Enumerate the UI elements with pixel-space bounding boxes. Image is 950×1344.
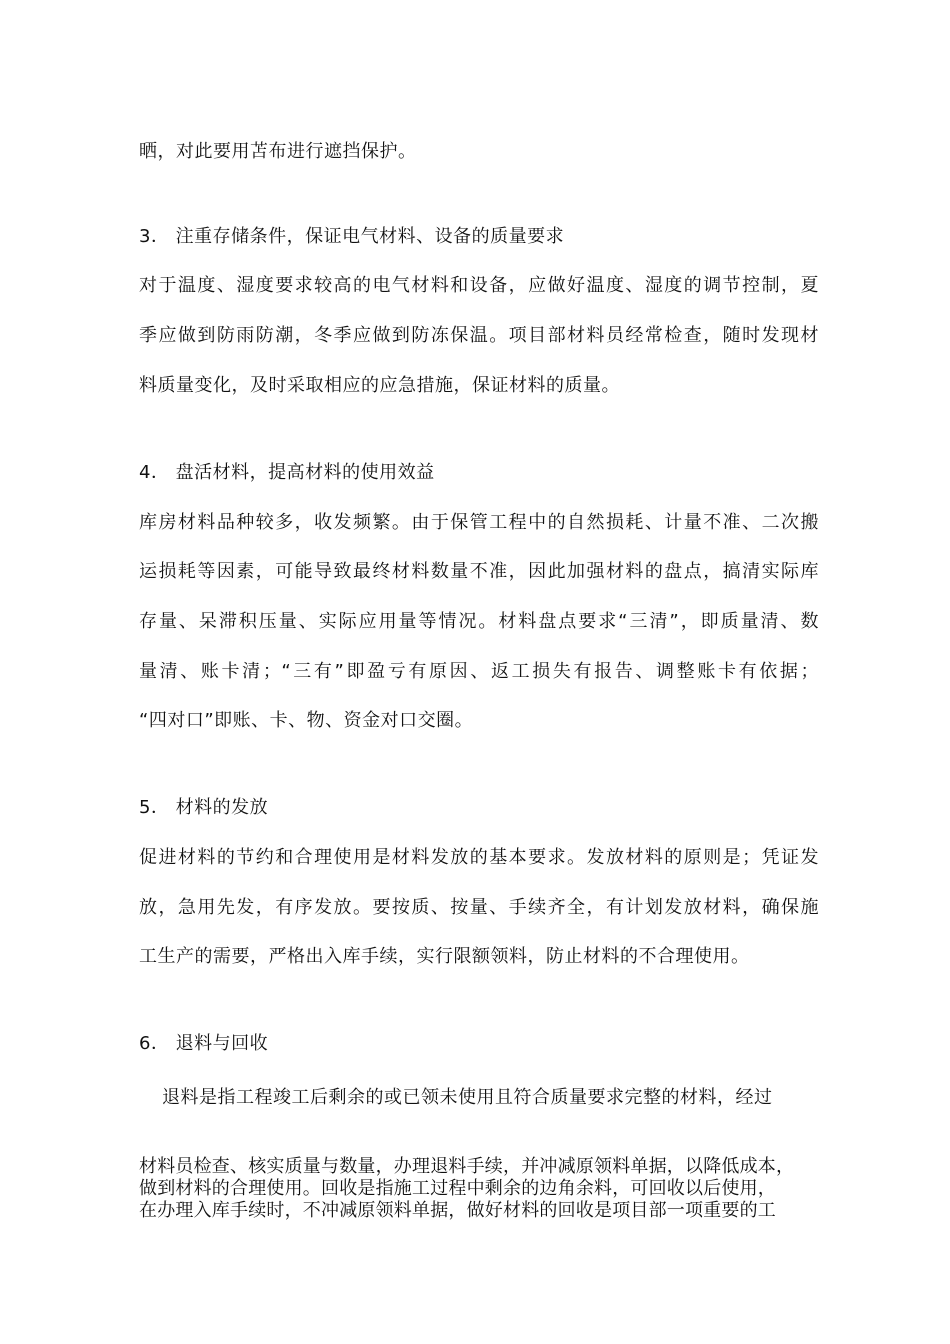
section-6-heading: 6． 退料与回收 bbox=[139, 1033, 269, 1054]
section-5-line-1: 促进材料的节约和合理使用是材料发放的基本要求。发放材料的原则是；凭证发 bbox=[139, 847, 819, 868]
section-6-line-3: 在办理入库手续时，不冲减原领料单据，做好材料的回收是项目部一项重要的工 bbox=[139, 1200, 776, 1221]
section-5-line-3: 工生产的需要，严格出入库手续，实行限额领料，防止材料的不合理使用。 bbox=[139, 946, 750, 967]
section-4-line-2: 运损耗等因素，可能导致最终材料数量不准，因此加强材料的盘点，搞清实际库 bbox=[139, 561, 819, 582]
section-5-line-2: 放，急用先发，有序发放。要按质、按量、手续齐全，有计划发放材料，确保施 bbox=[139, 897, 819, 918]
paragraph-continuation: 晒，对此要用苫布进行遮挡保护。 bbox=[139, 141, 417, 162]
section-3-line-2: 季应做到防雨防潮，冬季应做到防冻保温。项目部材料员经常检查，随时发现材 bbox=[139, 325, 819, 346]
section-4-line-3: 存量、呆滞积压量、实际应用量等情况。材料盘点要求“三清”，即质量清、数 bbox=[139, 611, 819, 632]
section-4-line-1: 库房材料品种较多，收发频繁。由于保管工程中的自然损耗、计量不准、二次搬 bbox=[139, 512, 819, 533]
section-3-heading: 3． 注重存储条件，保证电气材料、设备的质量要求 bbox=[139, 226, 565, 247]
section-5-heading: 5． 材料的发放 bbox=[139, 797, 269, 818]
section-4-line-4: 量清、账卡清；“三有”即盈亏有原因、返工损失有报告、调整账卡有依据； bbox=[139, 661, 819, 682]
section-3-line-1: 对于温度、湿度要求较高的电气材料和设备，应做好温度、湿度的调节控制，夏 bbox=[139, 275, 819, 296]
section-6-line-2: 做到材料的合理使用。回收是指施工过程中剩余的边角余料，可回收以后使用， bbox=[139, 1178, 776, 1199]
section-6-line-1: 材料员检查、核实质量与数量，办理退料手续，并冲减原领料单据，以降低成本， bbox=[139, 1156, 795, 1177]
section-4-line-5: “四对口”即账、卡、物、资金对口交圈。 bbox=[139, 710, 474, 731]
section-3-line-3: 料质量变化，及时采取相应的应急措施，保证材料的质量。 bbox=[139, 375, 620, 396]
section-4-heading: 4． 盘活材料，提高材料的使用效益 bbox=[139, 462, 435, 483]
section-6-first-line: 退料是指工程竣工后剩余的或已领未使用且符合质量要求完整的材料，经过 bbox=[162, 1087, 773, 1108]
